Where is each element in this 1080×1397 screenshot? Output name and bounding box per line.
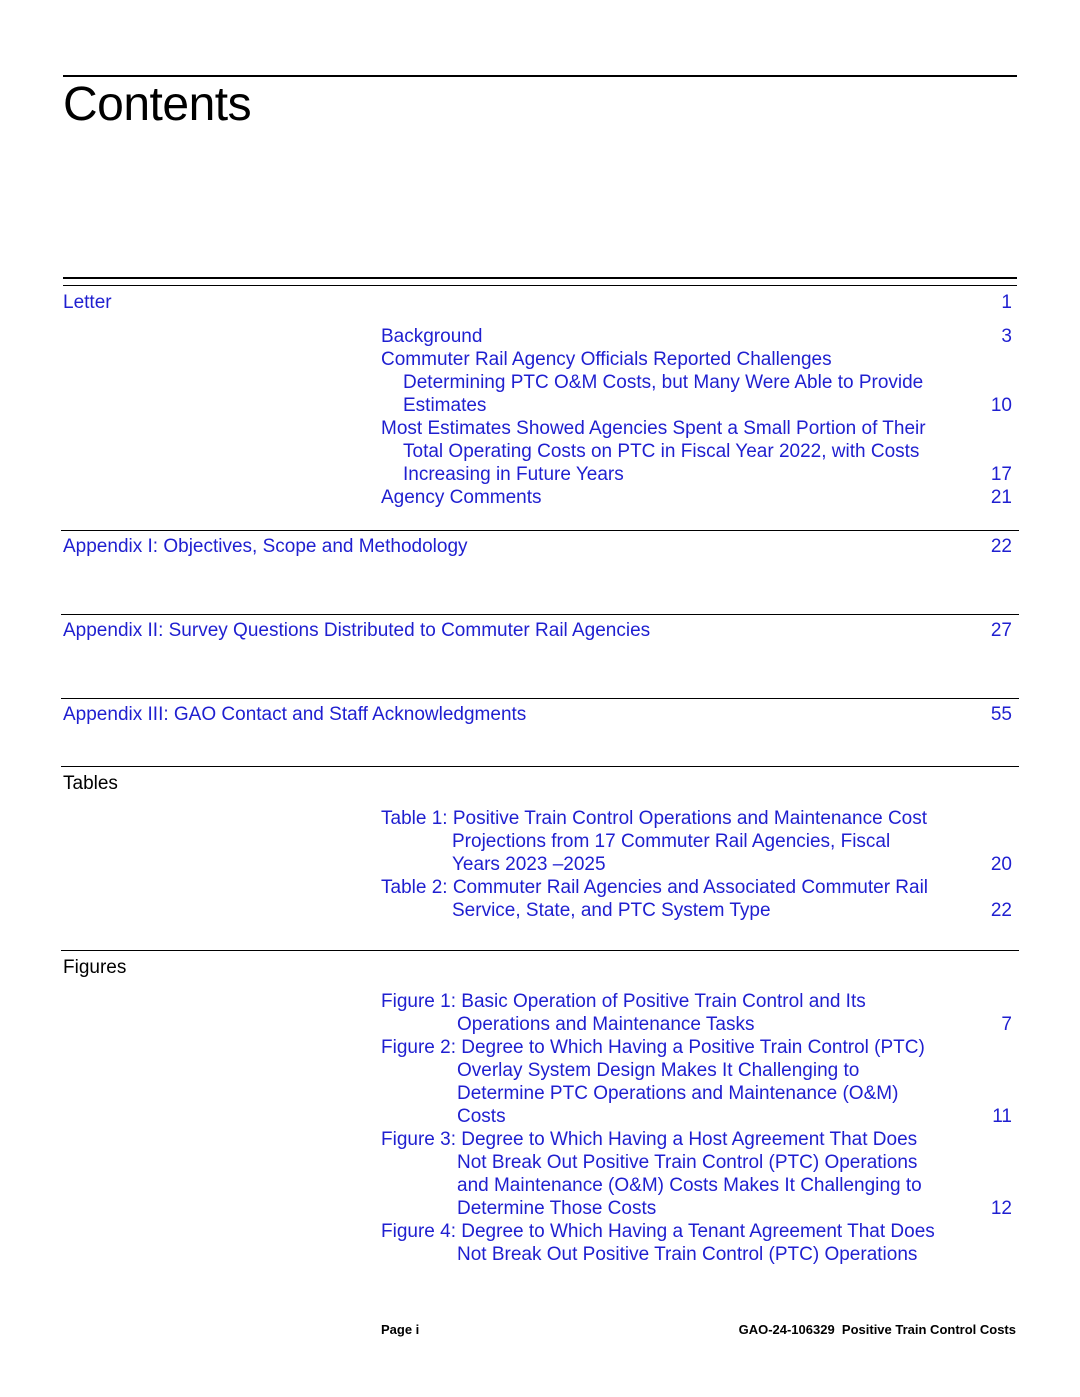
toc-entry-line: Background xyxy=(381,326,483,347)
toc-appendix-1-link[interactable]: Appendix I: Objectives, Scope and Methodology xyxy=(63,536,468,557)
toc-entry-text: Commuter Rail Agencies and Associated Commuter Rail xyxy=(452,877,929,898)
toc-entry-estimates[interactable] xyxy=(381,417,961,486)
toc-entry-page[interactable]: 11 xyxy=(992,1106,1012,1127)
toc-appendix-1-page[interactable]: 22 xyxy=(990,536,1012,557)
footer-report-id: GAO-24-106329 Positive Train Control Costs xyxy=(738,1322,1016,1337)
toc-figure-3[interactable] xyxy=(381,1128,961,1220)
toc-appendix-3-link[interactable]: Appendix III: GAO Contact and Staff Acknowledgments xyxy=(63,704,527,725)
toc-entry-page[interactable]: 20 xyxy=(990,854,1012,875)
toc-letter-page[interactable]: 1 xyxy=(1001,292,1012,313)
toc-figure-2[interactable] xyxy=(381,1036,961,1128)
toc-entry-line: Commuter Rail Agency Officials Reported Challenges xyxy=(381,349,832,370)
toc-entry-line: Determine Those Costs xyxy=(457,1198,657,1219)
toc-entry-page[interactable]: 7 xyxy=(1001,1014,1012,1035)
footer-page-number: Page i xyxy=(381,1322,420,1337)
toc-entry-prefix: Table 1: xyxy=(381,808,453,829)
toc-entry-text: Degree to Which Having a Tenant Agreement That Does xyxy=(461,1221,935,1242)
toc-entry-prefix: Figure 4: xyxy=(381,1221,462,1242)
toc-figure-1[interactable] xyxy=(381,990,961,1036)
toc-entry-page[interactable]: 3 xyxy=(1001,326,1012,347)
toc-entry-line: Overlay System Design Makes It Challenging to xyxy=(457,1060,860,1081)
toc-entry-line xyxy=(381,1128,961,1151)
divider-rule xyxy=(63,285,1017,286)
page-title: Contents xyxy=(63,78,252,131)
toc-entry-line xyxy=(381,990,961,1013)
toc-entry-line xyxy=(381,807,961,830)
toc-entry-prefix: Figure 2: xyxy=(381,1037,462,1058)
toc-entry-text: Positive Train Control Operations and Maintenance Cost xyxy=(452,808,928,829)
toc-entry-line: Determine PTC Operations and Maintenance (O&M) xyxy=(457,1083,899,1104)
toc-entry-prefix: Figure 3: xyxy=(381,1129,462,1150)
toc-entry-background[interactable] xyxy=(381,325,961,348)
toc-entry-text: Degree to Which Having a Positive Train Control (PTC) xyxy=(461,1037,925,1058)
toc-entry-prefix: Figure 1: xyxy=(381,991,462,1012)
toc-letter-link[interactable]: Letter xyxy=(63,292,112,313)
divider-rule xyxy=(61,950,1019,951)
toc-entry-line: Agency Comments xyxy=(381,487,542,508)
toc-entry-line: Projections from 17 Commuter Rail Agencies, Fiscal xyxy=(452,831,891,852)
toc-entry-prefix: Table 2: xyxy=(381,877,453,898)
toc-entry-page[interactable]: 12 xyxy=(990,1198,1012,1219)
toc-entry-line: and Maintenance (O&M) Costs Makes It Challenging to xyxy=(457,1175,922,1196)
toc-entry-line: Service, State, and PTC System Type xyxy=(452,900,771,921)
divider-rule xyxy=(63,277,1017,279)
divider-rule xyxy=(61,530,1019,531)
toc-entry-page[interactable]: 10 xyxy=(990,395,1012,416)
toc-entry-line xyxy=(381,1036,961,1059)
divider-rule xyxy=(61,766,1019,767)
toc-entry-line: Not Break Out Positive Train Control (PTC) Operations xyxy=(457,1152,918,1173)
toc-entry-text: Degree to Which Having a Host Agreement That Does xyxy=(461,1129,918,1150)
toc-entry-line xyxy=(381,876,961,899)
tables-heading: Tables xyxy=(63,773,118,794)
toc-entry-line: Estimates xyxy=(403,395,487,416)
toc-entry-page[interactable]: 21 xyxy=(990,487,1012,508)
toc-appendix-2-link[interactable]: Appendix II: Survey Questions Distributed to Commuter Rail Agencies xyxy=(63,620,651,641)
toc-appendix-3-page[interactable]: 55 xyxy=(990,704,1012,725)
toc-entry-agency-comments[interactable] xyxy=(381,486,961,509)
toc-figure-4[interactable] xyxy=(381,1220,961,1266)
toc-appendix-2-page[interactable]: 27 xyxy=(990,620,1012,641)
divider-rule xyxy=(61,614,1019,615)
toc-entry-line: Operations and Maintenance Tasks xyxy=(457,1014,755,1035)
toc-entry-line: Costs xyxy=(457,1106,506,1127)
toc-entry-line: Most Estimates Showed Agencies Spent a Small Portion of Their xyxy=(381,418,926,439)
toc-entry-line: Total Operating Costs on PTC in Fiscal Year 2022, with Costs xyxy=(403,441,920,462)
toc-entry-line: Determining PTC O&M Costs, but Many Were Able to Provide xyxy=(403,372,924,393)
toc-entry-line: Increasing in Future Years xyxy=(403,464,624,485)
toc-entry-line: Years 2023 –2025 xyxy=(452,854,606,875)
figures-heading: Figures xyxy=(63,957,127,978)
toc-entry-line: Not Break Out Positive Train Control (PTC) Operations xyxy=(457,1244,918,1265)
toc-table-2[interactable] xyxy=(381,876,961,922)
toc-entry-page[interactable]: 22 xyxy=(990,900,1012,921)
divider-rule xyxy=(61,698,1019,699)
toc-table-1[interactable] xyxy=(381,807,961,876)
toc-entry-text: Basic Operation of Positive Train Control and Its xyxy=(461,991,866,1012)
toc-entry-challenges[interactable] xyxy=(381,348,961,417)
toc-entry-page[interactable]: 17 xyxy=(990,464,1012,485)
toc-entry-line xyxy=(381,1220,961,1243)
